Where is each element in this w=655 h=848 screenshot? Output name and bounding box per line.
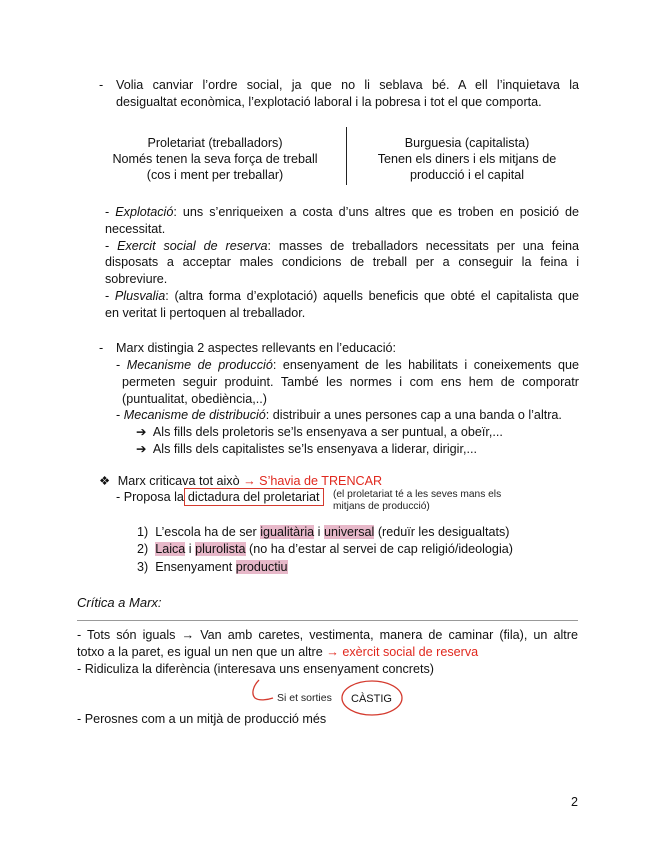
def-explotacio-line-2: necessitat.: [105, 221, 166, 236]
produccio-line-1: - Mecanisme de producció: ensenyament de les habilitats i coneixements que: [116, 358, 579, 372]
marx-dash: -: [99, 341, 104, 355]
critica-heading: Crítica a Marx:: [77, 595, 162, 610]
burguesia-cell: [352, 135, 582, 183]
proletariat-cell: [100, 135, 330, 183]
critica-line-2: totxo a la paret, es igual un nen que un altre → exèrcit social de reserva: [77, 644, 479, 659]
proletariat-line-3: (cos i ment per treballar): [146, 168, 284, 182]
burguesia-line-3: producció i el capital: [409, 168, 525, 182]
hand-text-castig: CÀSTIG: [351, 693, 392, 705]
marx-critique-line: ❖ Marx criticava tot això → S’havia de TRENCAR: [99, 474, 383, 488]
burguesia-title: Burguesia (capitalista): [404, 136, 530, 150]
fills-proletaris: ➔ Als fills dels proletoris se’ls ensenyava a ser puntual, a obeïr,...: [136, 425, 503, 440]
page-number: 2: [571, 795, 579, 809]
def-exercit-line-2: disposats a acceptar males condicions de treball per a conseguir la feina i: [105, 255, 579, 270]
proposal-item-2: 2) Laica i plurolista (no ha d’estar al servei de cap religió/ideologia): [137, 542, 513, 557]
proposal-list: [137, 524, 513, 576]
intro-dash: -: [99, 78, 104, 92]
def-explotacio-line-1: - Explotació: uns s’enriqueixen a costa d’uns altres que es troben en posició de: [105, 205, 580, 219]
def-plusvalia-line-1: - Plusvalia: (altra forma d’explotació) aquells beneficis que obté el capitalista que: [105, 288, 580, 303]
critica-line-4: - Perosnes com a un mitjà de producció més: [77, 712, 327, 726]
produccio-line-3: (puntualitat, obediència,..): [122, 391, 267, 406]
term-distribucio: Mecanisme de distribució: [123, 408, 266, 423]
distribucio-line: - Mecanisme de distribució: distribuir a unes persones cap a una banda o l’altra.: [116, 408, 562, 423]
hand-hook-icon: [253, 680, 273, 700]
definitions: [105, 204, 579, 322]
mechanisms: [116, 357, 579, 458]
critica-body: [77, 627, 578, 677]
dictadura-box: dictadura del proletariat: [184, 488, 324, 506]
critica-line-3: - Ridiculiza la diferència (interesava uns ensenyament concrets): [77, 661, 434, 676]
term-explotacio: Explotació: [115, 205, 174, 219]
proletariat-line-2: Només tenen la seva força de treball: [112, 152, 318, 166]
exercit-red: → exèrcit social de reserva: [326, 644, 479, 659]
marx-intro: Marx distingia 2 aspectes rellevants en l’educació:: [116, 341, 397, 355]
proletariat-title: Proletariat (treballadors): [147, 136, 283, 150]
intro-line-1: Volia canviar l’ordre social, ja que no li seblava bé. A ell l’inquietava la: [116, 78, 579, 92]
arrow-icon: ➔: [136, 441, 147, 456]
fills-capitalistes: ➔ Als fills dels capitalistes se’ls ensenyava a liderar, dirigir,...: [136, 441, 477, 456]
table-divider: [346, 127, 347, 185]
def-plusvalia-line-2: en veritat li pertoquen al treballador.: [105, 305, 306, 320]
proletariat-note: (el proletariat té a les seves mans els mitjans de producció): [333, 489, 502, 512]
proposa-line: - Proposa la dictadura del proletariat: [116, 489, 324, 506]
arrow-icon: ➔: [136, 425, 147, 440]
class-comparison-table: [100, 135, 580, 185]
def-exercit-line-3: sobreviure.: [105, 272, 168, 287]
trencar-text: → S’havia de TRENCAR: [243, 474, 383, 488]
section-rule: [77, 620, 578, 621]
term-produccio: Mecanisme de producció: [126, 358, 273, 372]
proposal-item-3: 3) Ensenyament productiu: [137, 559, 288, 574]
term-exercit: Exercit social de reserva: [117, 238, 268, 253]
term-plusvalia: Plusvalia: [114, 288, 166, 303]
critica-line-1: - Tots són iguals → Van amb caretes, vestimenta, manera de caminar (fila), un altre: [77, 628, 578, 642]
diamond-bullet-icon: ❖: [99, 474, 111, 488]
intro-line-2: desigualtat econòmica, l’explotació laboral i la pobresa i tot el que comporta.: [116, 95, 542, 109]
def-exercit-line-1: - Exercit social de reserva: masses de treballadors necessitats per una feina: [105, 238, 580, 253]
proposal-item-1: 1) L’escola ha de ser igualitària i universal (reduïr les desigualtats): [137, 525, 510, 539]
burguesia-line-2: Tenen els diners i els mitjans de: [377, 152, 557, 166]
hand-text-sorties: Si et sorties: [277, 692, 332, 704]
produccio-line-2: permeten seguir produint. També les normes i com ens hem de comporatr: [122, 374, 579, 389]
